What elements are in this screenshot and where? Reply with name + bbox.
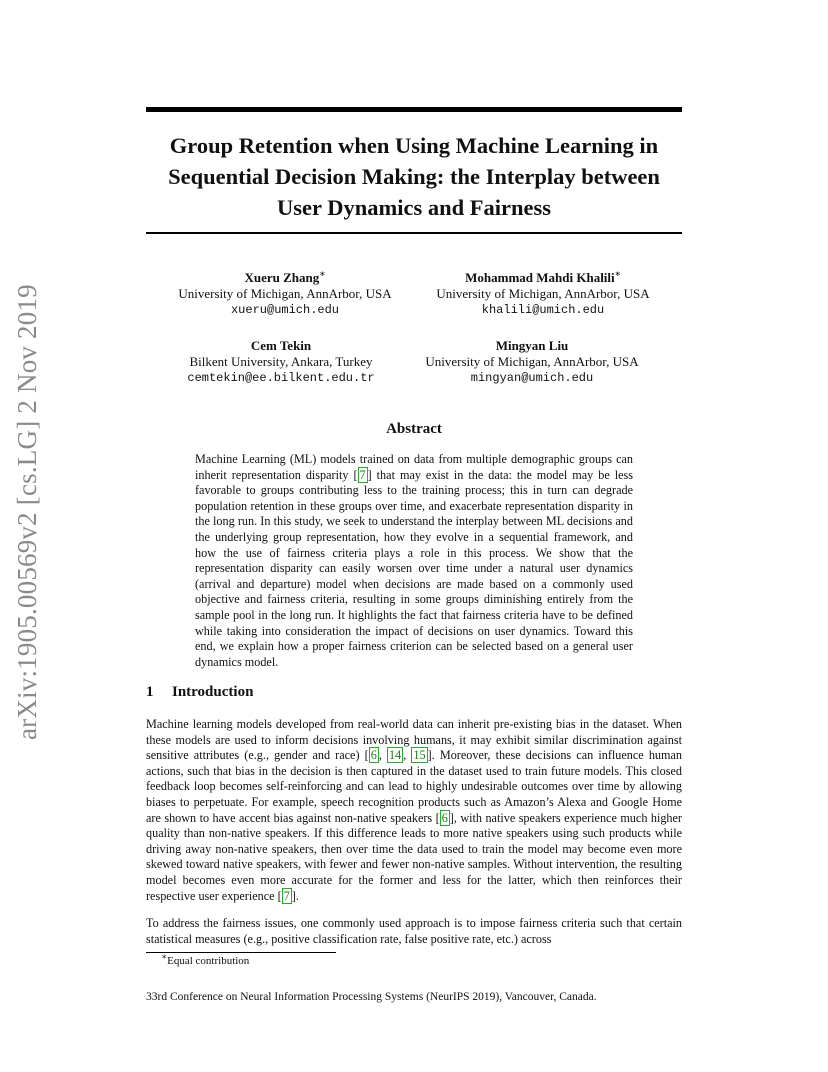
intro-paragraph: To address the fairness issues, one commonly used approach is to impose fairness criteria such that certain statistical measures (e.g., positive classification rate, false positive rate, etc.) across xyxy=(146,916,682,946)
arxiv-stamp: arXiv:1905.00569v2 [cs.LG] 2 Nov 2019 xyxy=(12,284,42,740)
author-block xyxy=(382,338,682,386)
paper-title: Group Retention when Using Machine Learning in Sequential Decision Making: the Interplay between User Dynamics and Fairness xyxy=(168,133,660,220)
author-email[interactable]: xueru@umich.edu xyxy=(230,303,340,317)
title-bottom-rule xyxy=(146,232,682,234)
author-affiliation: University of Michigan, AnnArbor, USA xyxy=(436,286,650,301)
citation-link[interactable]: 7 xyxy=(283,888,290,903)
abstract-text: Machine Learning (ML) models trained on data from multiple demographic groups can inherit representation disparity [ 7 ] that may exist in the data: the model may be less favorable to groups contributing less to the training process; this in turn can degrade population retention in these groups over time, and exacerbate representation disparity in the long run. In this study, we seek to understand the interplay between ML decisions and the underlying group representation, how they evolve in a sequential framework, and how the use of fairness criteria plays a role in this process. We show that the representation disparity can easily worsen over time under a natural user dynamics (arrival and departure) model when decisions are made based on a commonly used objective and fairness criteria, resulting in some groups diminishing entirely from the sample pool in the long run. It highlights the fact that fairness criteria have to be defined while taking into consideration the impact of decisions on user dynamics. Toward this end, we explain how a proper fairness criterion can be selected based on a general user dynamics model. xyxy=(195,452,634,669)
citation-link[interactable]: 6 xyxy=(441,810,448,825)
author-name: Mohammad Mahdi Khalili∗ xyxy=(465,268,621,285)
author-block xyxy=(393,270,693,318)
title-top-rule xyxy=(146,107,682,112)
author-affiliation: University of Michigan, AnnArbor, USA xyxy=(178,286,392,301)
author-affiliation: University of Michigan, AnnArbor, USA xyxy=(425,354,639,369)
author-affiliation: Bilkent University, Ankara, Turkey xyxy=(189,354,373,369)
section-number: 1 xyxy=(146,684,154,700)
citation-link[interactable]: 6 xyxy=(370,748,377,763)
footnote: ∗Equal contribution xyxy=(161,951,250,967)
author-email[interactable]: mingyan@umich.edu xyxy=(470,371,594,385)
footnote-rule xyxy=(146,952,336,953)
author-email[interactable]: cemtekin@ee.bilkent.edu.tr xyxy=(187,371,375,385)
author-name: Cem Tekin xyxy=(250,338,312,353)
section-heading xyxy=(146,684,253,701)
author-name: Xueru Zhang∗ xyxy=(244,268,326,285)
abstract-heading: Abstract xyxy=(386,421,442,437)
author-email[interactable]: khalili@umich.edu xyxy=(481,303,605,317)
citation-link[interactable]: 15 xyxy=(413,748,426,763)
author-block xyxy=(135,270,435,318)
citation-link[interactable]: 7 xyxy=(359,467,366,482)
citation-link[interactable]: 14 xyxy=(389,748,402,763)
intro-paragraph: Machine learning models developed from real-world data can inherit pre-existing bias in the dataset. When these models are used to inform decisions involving humans, it may exhibit similar discrimination against sensitive attributes (e.g., gender and race) [ 6 , 14 , 15 ]. Moreover, these decisions can influence human actions, such that bias in the decision is then captured in the dataset used to train future models. This closed feedback loop becomes self-reinforcing and can lead to highly undesirable outcomes over time by allowing biases to perpetuate. For example, speech recognition products such as Amazon’s Alexa and Google Home are shown to have accent bias against non-native speakers [ 6 ], with native speakers experience much higher quality than non-native speakers. If this difference leads to more native speakers using such products while driving away non-native speakers, then over time the data used to train the model may become even more skewed toward native speakers, with fewer and fewer non-native samples. Without intervention, the resulting model becomes even more accurate for the former and less for the latter, which then reinforces their respective user experience [ 7 ]. xyxy=(146,717,683,903)
section-title: Introduction xyxy=(172,684,254,700)
conference-note: 33rd Conference on Neural Information Processing Systems (NeurIPS 2019), Vancouver, Canada. xyxy=(146,991,597,1003)
author-name: Mingyan Liu xyxy=(495,338,569,353)
